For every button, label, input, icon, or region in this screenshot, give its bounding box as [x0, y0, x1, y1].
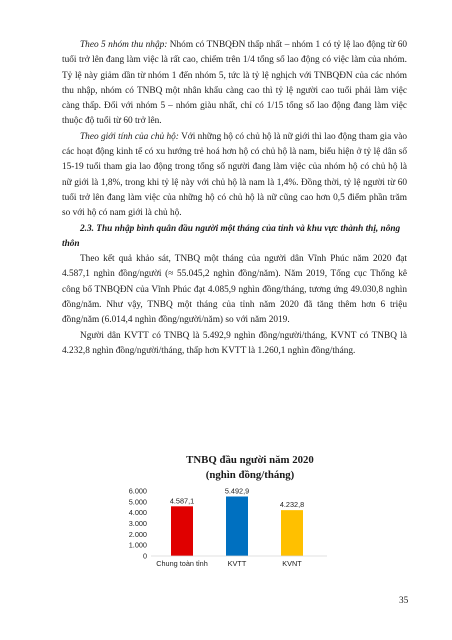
paragraph-head-gender: [62, 130, 407, 222]
paragraph-lead: Theo giới tính của chủ hộ:: [80, 131, 179, 142]
bar: [226, 496, 248, 556]
y-axis: [129, 487, 147, 561]
chart-svg: [117, 453, 355, 579]
paragraph-text: Nhóm có TNBQĐN thấp nhất – nhóm 1 có tỷ lệ lao động từ 60 tuổi trở lên đang làm việc là rất cao, chiếm trên 1/4 tổng số lao động có việc làm của nhóm. Tỷ lệ này giảm dần từ nhóm 1 đến nhóm 5, tức là tỷ lệ nghịch với TNBQĐN của các nhóm thu nhập, nhóm có TNBQ một nhân khẩu càng cao thì tỷ lệ người cao tuổi phải làm việc càng thấp. Đối với nhóm 5 – nhóm giàu nhất, chỉ có 1/15 tổng số lao động đang làm việc thuộc độ tuổi từ 60 trở lên.: [62, 40, 407, 127]
paragraph-lead: Theo 5 nhóm thu nhập:: [80, 40, 168, 50]
chart-title: TNBQ đầu người năm 2020: [186, 454, 314, 466]
page-body: [62, 38, 407, 359]
paragraph-urban-rural: Người dân KVTT có TNBQ là 5.492,9 nghìn đồng/người/tháng, KVNT có TNBQ là 4.232,8 nghìn đồng/người/tháng, thấp hơn KVTT là 1.260,1 nghìn đồng/tháng.: [62, 330, 407, 356]
y-tick-label: 3.000: [128, 519, 147, 528]
data-label: 5.492,9: [224, 486, 250, 496]
page-number: 35: [399, 596, 409, 606]
paragraph-income-groups: [62, 38, 407, 130]
data-label: 4.587,1: [169, 496, 195, 506]
y-tick-label: 2.000: [128, 529, 147, 539]
chart-subtitle: (nghìn đồng/tháng): [205, 469, 295, 481]
y-tick-label: 6.000: [128, 486, 147, 496]
category-label: KVNT: [282, 559, 302, 568]
category-label: Chung toàn tỉnh: [156, 559, 208, 568]
bar: [171, 506, 193, 556]
y-tick-label: 1.000: [128, 540, 147, 550]
section-heading: 2.3. Thu nhập bình quân đầu người một tháng của tỉnh và khu vực thành thị, nông thôn: [62, 223, 401, 249]
paragraph-income-2020: Theo kết quả khảo sát, TNBQ một tháng của người dân Vĩnh Phúc năm 2020 đạt 4.587,1 nghìn đồng/người (≈ 55.045,2 nghìn đồng/năm). Năm 2019, Tổng cục Thống kê công bố TNBQĐN của Vĩnh Phúc đạt 4.085,9 nghìn đồng/tháng, tương ứng 49.030,8 nghìn đồng/năm. Như vậy, TNBQ một tháng của tỉnh năm 2020 đã tăng thêm hơn 6 triệu đồng/năm (6.014,4 nghìn đồng/người/năm) so với năm 2019.: [62, 254, 407, 326]
y-tick-label: 4.000: [128, 508, 147, 518]
bar: [281, 510, 303, 556]
y-tick-label: 0: [142, 551, 147, 561]
y-tick-label: 5.000: [128, 497, 147, 507]
data-label: 4.232,8: [279, 500, 305, 510]
income-bar-chart: [117, 453, 355, 579]
category-label: KVTT: [227, 559, 247, 568]
paragraph-text: Với những hộ có chủ hộ là nữ giới thì lao động tham gia vào các hoạt động kinh tế có xu hướng trẻ hoá hơn hộ có chủ hộ là nam, biểu hiện ở tỷ lệ dân số 15-19 tuổi tham gia lao động trong tổng số người đang làm việc của nhóm hộ có chủ hộ là nữ giới là 1,8%, trong khi tỷ lệ này với chủ hộ là nam là 1,4%. Đồng thời, tỷ lệ người từ 60 tuổi trở lên đang làm việc của những hộ có chủ hộ là nữ cũng cao hơn 0,5 điểm phần trăm so với hộ có nam giới là chủ hộ.: [62, 131, 407, 219]
